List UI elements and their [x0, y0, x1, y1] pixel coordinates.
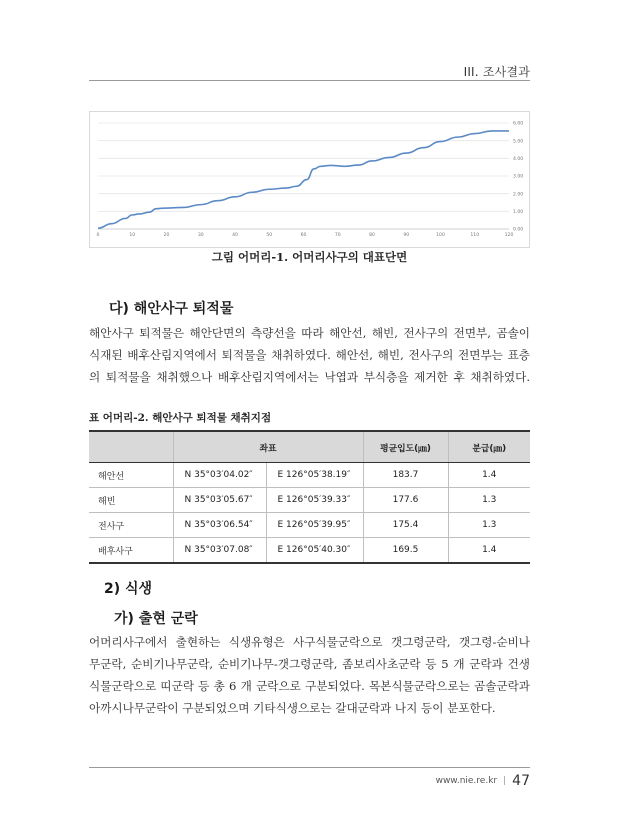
paragraph-line: 식재된 배후산림지역에서 퇴적물을 채취하였다. 해안선, 해빈, 전사구의 전면부는 표층 — [89, 348, 530, 362]
x-tick-label: 120 — [504, 233, 514, 238]
header-mean-grain-size: 평균입도(㎛) — [363, 431, 448, 463]
table-title: 표 어머리-2. 해안사구 퇴적물 채취지점 — [89, 412, 272, 424]
cell-longitude: E 126°05′39.33″ — [266, 488, 363, 513]
table-row — [89, 538, 530, 564]
page-number: 47 — [512, 773, 530, 789]
y-tick-label: 1.00 — [513, 209, 524, 215]
chart-frame — [90, 112, 530, 248]
cell-site: 해빈 — [89, 488, 173, 513]
header-site — [89, 431, 173, 463]
paragraph-vegetation — [89, 631, 530, 719]
x-tick-label: 110 — [470, 233, 480, 238]
cell-mean: 169.5 — [363, 538, 448, 564]
cell-mean: 177.6 — [363, 488, 448, 513]
cell-site: 해안선 — [89, 463, 173, 488]
cell-longitude: E 126°05′40.30″ — [266, 538, 363, 564]
x-tick-label: 60 — [300, 233, 307, 238]
cell-mean: 175.4 — [363, 513, 448, 538]
section-heading-vegetation: 2) 식생 — [104, 581, 153, 597]
cell-sorting: 1.4 — [448, 538, 530, 564]
cell-latitude: N 35°03′07.08″ — [173, 538, 266, 564]
y-tick-label: 5.00 — [513, 139, 524, 145]
cell-latitude: N 35°03′04.02″ — [173, 463, 266, 488]
footer-separator: | — [503, 776, 507, 786]
cell-longitude: E 126°05′39.95″ — [266, 513, 363, 538]
cell-mean: 183.7 — [363, 463, 448, 488]
x-tick-label: 0 — [96, 233, 100, 238]
section-heading-coastal-sediment: 다) 해안사구 퇴적물 — [109, 301, 234, 317]
subsection-heading-communities: 가) 출현 군락 — [114, 611, 198, 627]
figure-caption: 그림 어머리-1. 어머리사구의 대표단면 — [211, 250, 408, 264]
paragraph-line: 무군락, 순비기나무군락, 순비기나무-갯그령군락, 좀보리사초군락 등 5 개 군락과 건생 — [89, 657, 530, 671]
paragraph-line: 어머리사구에서 출현하는 식생유형은 사구식물군락으로 갯그령군락, 갯그령-순비나 — [89, 635, 530, 649]
footer-url[interactable]: www.nie.re.kr — [435, 776, 498, 786]
paragraph-line: 의 퇴적물을 채취했으나 배후산림지역에서는 낙엽과 부식층을 제거한 후 채취하였다. — [89, 370, 530, 384]
paragraph-line: 아까시나무군락이 구분되었으며 기타식생으로는 갈대군락과 나지 등이 분포한다. — [89, 701, 496, 715]
header-sorting: 분급(㎛) — [448, 431, 530, 463]
cross-section-chart — [89, 111, 530, 248]
y-tick-label: 2.00 — [513, 192, 524, 198]
x-tick-label: 30 — [197, 233, 204, 238]
cell-sorting: 1.3 — [448, 488, 530, 513]
sampling-site-table — [89, 430, 530, 564]
paragraph-line: 식물군락으로 띠군락 등 총 6 개 군락으로 구분되었다. 목본식물군락으로는 곰솔군락과 — [89, 679, 530, 693]
x-tick-label: 10 — [129, 233, 136, 238]
table-row — [89, 488, 530, 513]
footer-rule — [89, 767, 530, 768]
x-tick-label: 80 — [369, 233, 375, 238]
y-tick-label: 4.00 — [513, 156, 524, 162]
page-footer — [436, 773, 530, 789]
running-header: III. 조사결과 — [463, 65, 530, 79]
cell-site: 전사구 — [89, 513, 173, 538]
cell-site: 배후사구 — [89, 538, 173, 564]
x-tick-label: 20 — [163, 233, 170, 238]
x-tick-label: 50 — [266, 233, 273, 238]
y-tick-label: 0.00 — [513, 227, 524, 233]
cell-sorting: 1.4 — [448, 463, 530, 488]
header-coordinates: 좌표 — [173, 431, 363, 463]
table-row — [89, 513, 530, 538]
x-tick-label: 70 — [334, 233, 341, 238]
paragraph-line: 해안사구 퇴적물은 해안단면의 측량선을 따라 해안선, 해빈, 전사구의 전면부, 곰솔이 — [89, 326, 530, 340]
cell-sorting: 1.3 — [448, 513, 530, 538]
y-tick-label: 3.00 — [513, 174, 524, 180]
table-header-row — [89, 431, 530, 463]
cell-longitude: E 126°05′38.19″ — [266, 463, 363, 488]
y-tick-label: 6.00 — [513, 121, 524, 127]
x-tick-label: 100 — [436, 233, 445, 238]
chart-svg — [89, 111, 530, 248]
cell-latitude: N 35°03′06.54″ — [173, 513, 266, 538]
x-tick-label: 40 — [232, 233, 238, 238]
table-row — [89, 463, 530, 488]
header-rule — [89, 80, 530, 81]
paragraph-coastal-sediment — [89, 322, 530, 388]
x-tick-label: 90 — [403, 233, 410, 238]
cell-latitude: N 35°03′05.67″ — [173, 488, 266, 513]
